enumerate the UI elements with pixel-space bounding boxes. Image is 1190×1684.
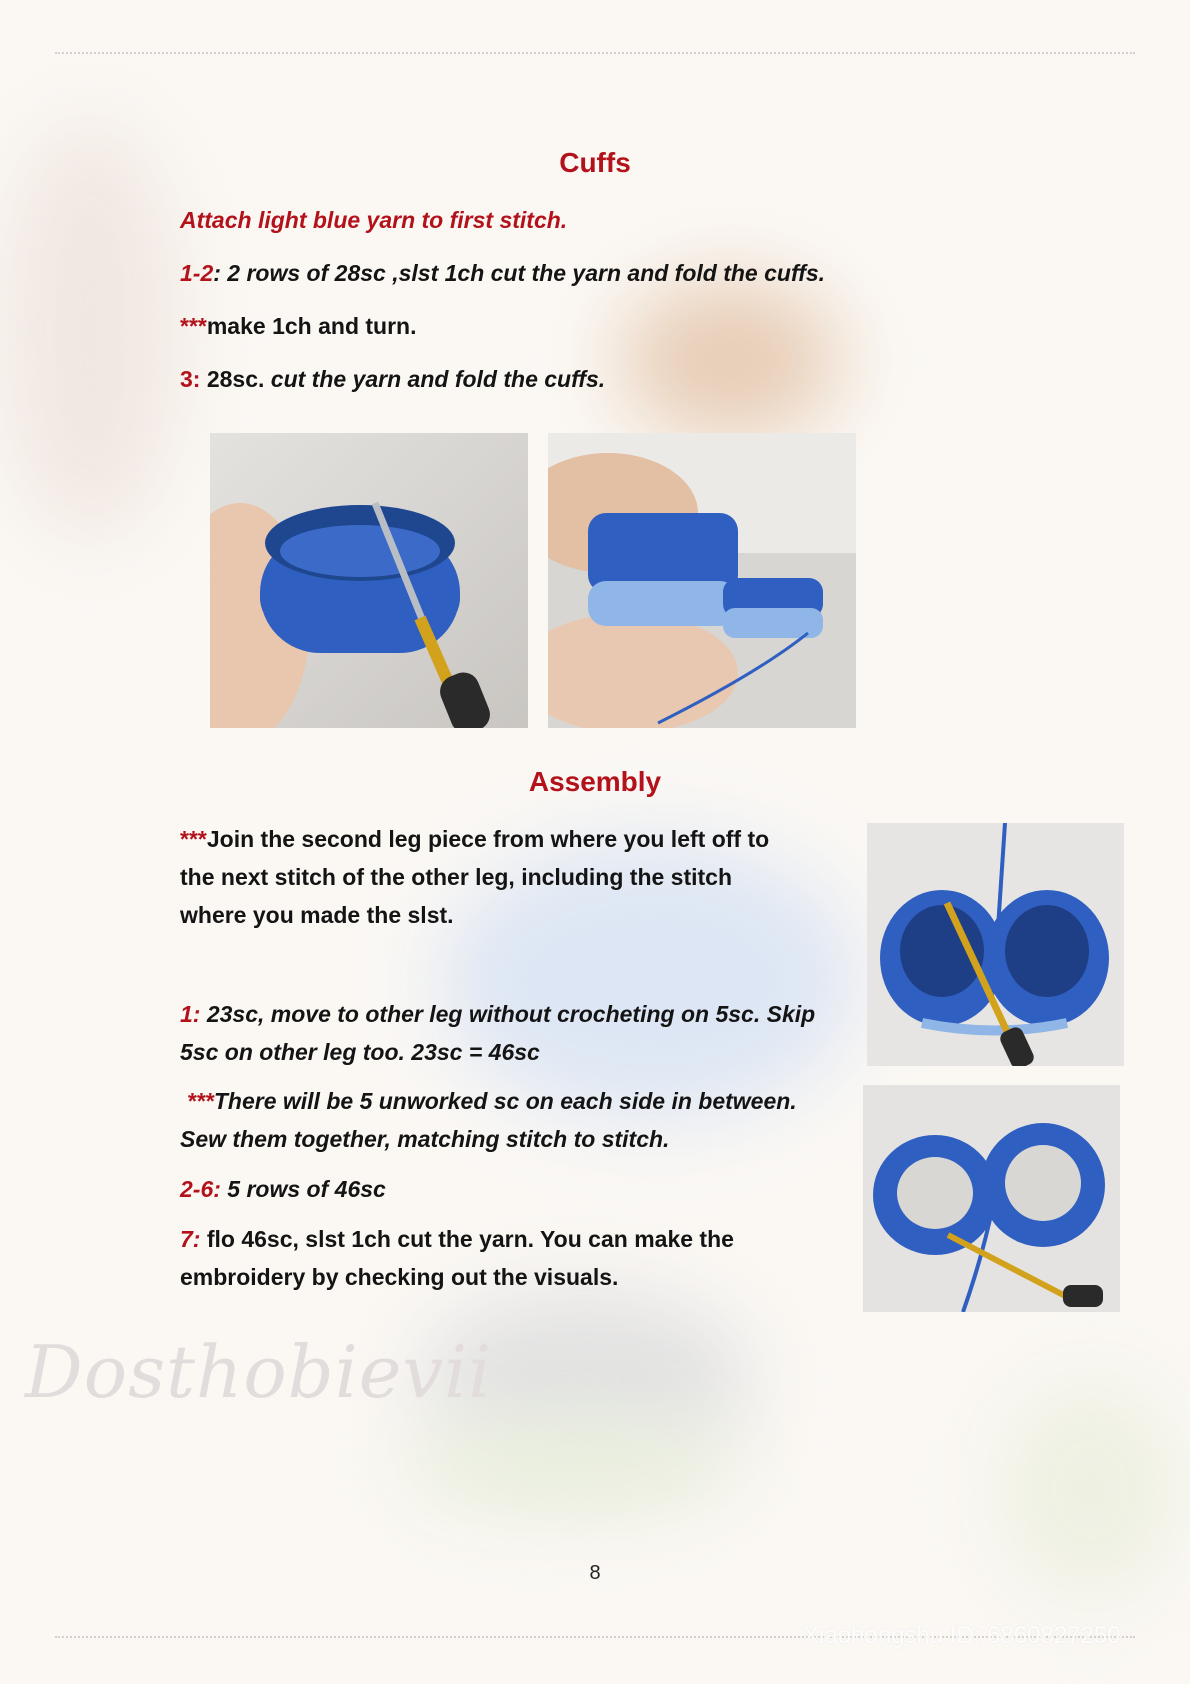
assembly-row-1-line-2: 5sc on other leg too. 23sc = 46sc — [180, 1039, 540, 1065]
row-text-plain: 28sc. — [200, 366, 271, 392]
platform-watermark: Xiaohongshu ID: 6860827250 — [803, 1622, 1121, 1649]
assembly-note-line-1 — [187, 1088, 797, 1115]
row-text: 5 rows of 46sc — [220, 1176, 386, 1202]
row-text: flo 46sc, slst 1ch cut the yarn. You can make the — [200, 1226, 734, 1252]
note-text: Join the second leg piece from where you left off to — [206, 826, 770, 852]
row-label: 7: — [180, 1226, 201, 1252]
cuffs-note-turn — [180, 313, 416, 340]
assembly-join-line-2: the next stitch of the other leg, including the stitch — [180, 864, 733, 890]
assembly-note-line-2: Sew them together, matching stitch to stitch. — [180, 1126, 670, 1152]
row-label: 1-2 — [180, 260, 214, 286]
row-label: 3: — [180, 366, 201, 392]
assembly-row-7-line-1 — [180, 1226, 734, 1253]
assembly-join-line-1 — [180, 826, 769, 853]
cuff-crochet-photo-1 — [210, 433, 528, 728]
cuffs-row-3 — [180, 366, 605, 393]
page-number: 8 — [589, 1562, 601, 1584]
row-label: 1: — [180, 1001, 201, 1027]
assembly-row-2-6 — [180, 1176, 386, 1203]
note-text: make 1ch and turn. — [206, 313, 417, 339]
note-stars: *** — [180, 313, 207, 339]
cuffs-heading: Cuffs — [559, 147, 631, 178]
note-stars: *** — [187, 1088, 214, 1114]
designer-signature-logo: Dosthobievii — [25, 1330, 493, 1414]
row-text-italic: cut the yarn and fold the cuffs. — [270, 366, 606, 392]
row-text: 23sc, move to other leg without crocheting on 5sc. Skip — [200, 1001, 816, 1027]
row-label: 2-6: — [180, 1176, 221, 1202]
cuffs-instruction-attach: Attach light blue yarn to first stitch. — [180, 207, 568, 233]
note-stars: *** — [180, 826, 207, 852]
row-text: : 2 rows of 28sc ,slst 1ch cut the yarn and fold the cuffs. — [213, 260, 826, 286]
assembly-row-1-line-1 — [180, 1001, 815, 1028]
cuff-folded-photo-2 — [548, 433, 856, 728]
leg-join-photo-1 — [867, 823, 1124, 1066]
note-text: There will be 5 unworked sc on each side in between. — [213, 1088, 797, 1114]
assembly-join-line-3: where you made the slst. — [180, 902, 454, 928]
assembly-row-7-line-2: embroidery by checking out the visuals. — [180, 1264, 619, 1290]
assembly-heading: Assembly — [528, 766, 662, 797]
leg-join-photo-2 — [863, 1085, 1120, 1312]
cuffs-row-1-2 — [180, 260, 825, 287]
